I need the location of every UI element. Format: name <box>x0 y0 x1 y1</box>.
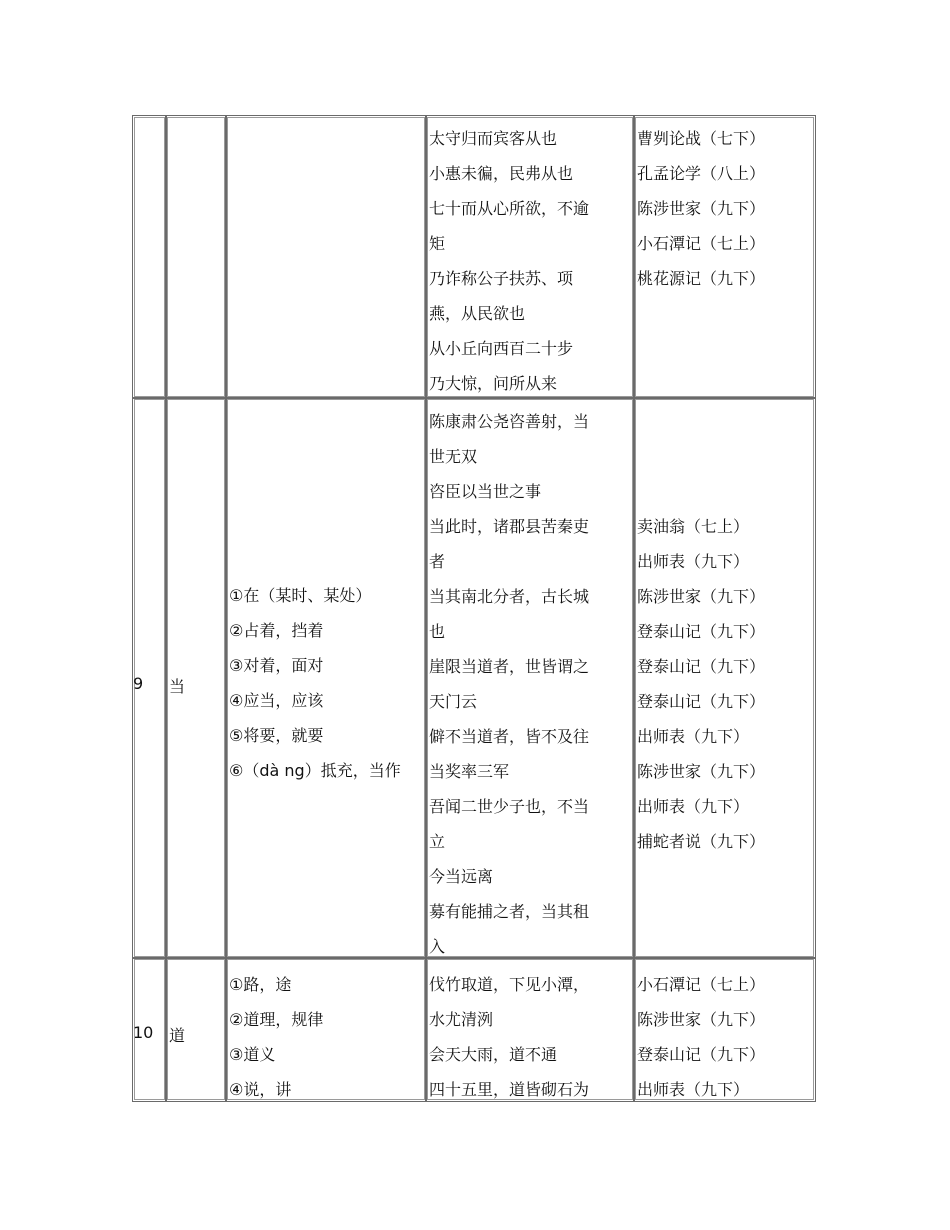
example-line: 咨臣以当世之事 <box>429 482 542 501</box>
source-line: 出师表（九下） <box>637 552 750 571</box>
example-line: 今当远离 <box>429 867 494 886</box>
example-line: 乃大惊，问所从来 <box>429 374 558 393</box>
source-line: 曹刿论战（七下） <box>637 129 766 148</box>
example-line: 当其南北分者，古长城 <box>429 587 590 606</box>
meaning-line: ①在（某时、某处） <box>229 586 372 605</box>
example-line: 小惠未徧，民弗从也 <box>429 164 574 183</box>
example-line: 崖限当道者，世皆谓之 <box>429 657 590 676</box>
sources-cell <box>633 957 816 1102</box>
meaning-line: ②道理，规律 <box>229 1010 324 1029</box>
number-cell <box>132 397 167 959</box>
examples-cell <box>425 115 635 399</box>
source-line: 小石潭记（七上） <box>637 975 766 994</box>
example-line: 当奖率三军 <box>429 762 510 781</box>
source-line: 登泰山记（九下） <box>637 622 766 641</box>
example-line: 募有能捕之者，当其租 <box>429 902 590 921</box>
row-character: 当 <box>169 677 186 696</box>
meaning-line: ④应当，应该 <box>229 691 324 710</box>
meanings-cell <box>225 397 427 959</box>
source-line: 登泰山记（九下） <box>637 657 766 676</box>
source-line: 出师表（九下） <box>637 1080 750 1099</box>
meaning-line: ①路，途 <box>229 975 292 994</box>
source-line: 陈涉世家（九下） <box>637 587 766 606</box>
number-cell <box>132 957 167 1102</box>
example-line: 吾闻二世少子也，不当 <box>429 797 590 816</box>
row-number: 10 <box>133 1023 154 1042</box>
example-line: 七十而从心所欲，不逾 <box>429 199 590 218</box>
example-line: 四十五里，道皆砌石为 <box>429 1080 590 1099</box>
source-line: 出师表（九下） <box>637 797 750 816</box>
meaning-line: ②占着，挡着 <box>229 621 324 640</box>
meaning-line: ④说，讲 <box>229 1080 292 1099</box>
meaning-line: ⑥（dà ng）抵充，当作 <box>229 761 401 780</box>
vocabulary-table <box>132 115 816 1102</box>
sources-cell <box>633 115 816 399</box>
char-cell <box>165 115 227 399</box>
char-cell <box>165 397 227 959</box>
examples-cell <box>425 397 635 959</box>
example-line: 矩 <box>429 234 446 253</box>
char-cell <box>165 957 227 1102</box>
source-line: 桃花源记（九下） <box>637 269 766 288</box>
meanings-cell <box>225 957 427 1102</box>
source-line: 卖油翁（七上） <box>637 517 750 536</box>
example-line: 僻不当道者，皆不及往 <box>429 727 590 746</box>
source-line: 小石潭记（七上） <box>637 234 766 253</box>
source-line: 登泰山记（九下） <box>637 692 766 711</box>
example-line: 伐竹取道，下见小潭， <box>429 975 590 994</box>
example-line: 世无双 <box>429 447 478 466</box>
example-line: 当此时，诸郡县苦秦吏 <box>429 517 590 536</box>
example-line: 者 <box>429 552 446 571</box>
meanings-cell <box>225 115 427 399</box>
source-line: 陈涉世家（九下） <box>637 762 766 781</box>
example-line: 乃诈称公子扶苏、项 <box>429 269 574 288</box>
sources-cell <box>633 397 816 959</box>
example-line: 太守归而宾客从也 <box>429 129 558 148</box>
examples-cell <box>425 957 635 1102</box>
example-line: 燕，从民欲也 <box>429 304 526 323</box>
example-line: 陈康肃公尧咨善射，当 <box>429 412 590 431</box>
source-line: 陈涉世家（九下） <box>637 199 766 218</box>
example-line: 水尤清洌 <box>429 1010 494 1029</box>
example-line: 也 <box>429 622 446 641</box>
source-line: 孔孟论学（八上） <box>637 164 766 183</box>
source-line: 登泰山记（九下） <box>637 1045 766 1064</box>
row-number: 9 <box>133 674 144 693</box>
example-line: 入 <box>429 937 446 956</box>
meaning-line: ⑤将要，就要 <box>229 726 324 745</box>
meaning-line: ③道义 <box>229 1045 276 1064</box>
example-line: 立 <box>429 832 446 851</box>
example-line: 天门云 <box>429 692 478 711</box>
example-line: 从小丘向西百二十步 <box>429 339 574 358</box>
source-line: 陈涉世家（九下） <box>637 1010 766 1029</box>
meaning-line: ③对着，面对 <box>229 656 324 675</box>
number-cell <box>132 115 167 399</box>
row-character: 道 <box>169 1026 186 1045</box>
source-line: 出师表（九下） <box>637 727 750 746</box>
example-line: 会天大雨，道不通 <box>429 1045 558 1064</box>
source-line: 捕蛇者说（九下） <box>637 832 766 851</box>
